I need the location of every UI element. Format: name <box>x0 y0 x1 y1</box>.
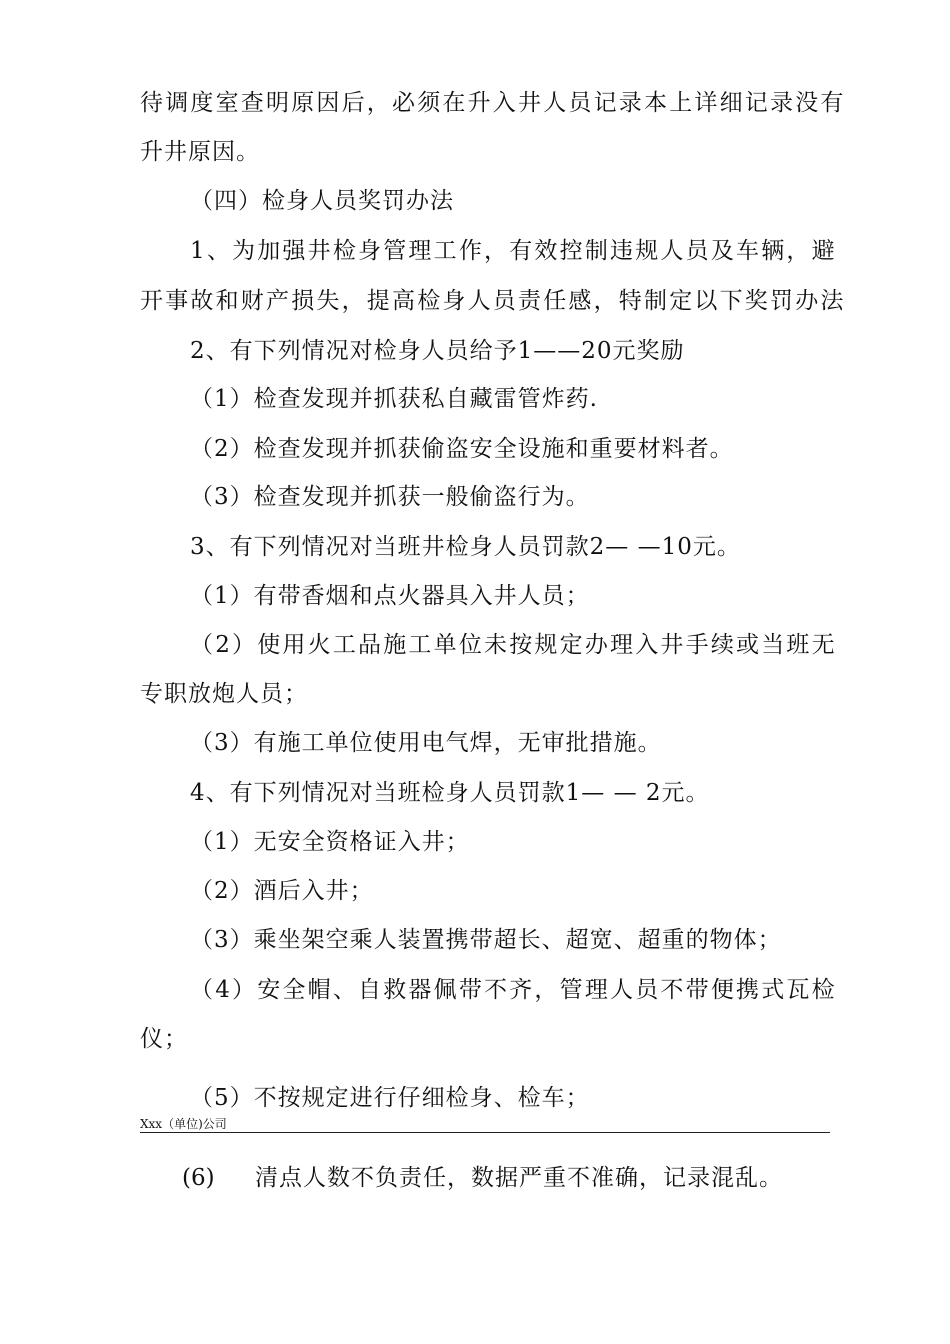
footer-company-label: Xxx（单位)公司 <box>140 1117 227 1131</box>
paragraph-line: 升井原因。 <box>140 139 260 165</box>
list-item: （2）使用火工品施工单位未按规定办理入井手续或当班无 <box>190 632 837 658</box>
list-item-text: 清点人数不负责任，数据严重不准确，记录混乱。 <box>255 1165 783 1191</box>
footer-divider <box>140 1132 830 1133</box>
paragraph-line: 开事故和财产损失，提高检身人员责任感，特制定以下奖罚办法 <box>140 288 846 314</box>
list-heading: 4、有下列情况对当班检身人员罚款1— — 2元。 <box>190 780 710 806</box>
paragraph-line: 待调度室查明原因后，必须在升入井人员记录本上详细记录没有 <box>140 90 846 116</box>
list-item: （5）不按规定进行仔细检身、检车； <box>190 1085 590 1111</box>
list-item: （4）安全帽、自救器佩带不齐，管理人员不带便携式瓦检 <box>190 977 837 1003</box>
list-heading: 3、有下列情况对当班井检身人员罚款2— —10元。 <box>190 534 741 560</box>
list-item: （2）酒后入井； <box>190 878 374 904</box>
list-item: （3）乘坐架空乘人装置携带超长、超宽、超重的物体； <box>190 927 782 953</box>
list-item-number: (6) <box>182 1165 215 1191</box>
list-item: （3）检查发现并抓获一般偷盗行为。 <box>190 484 590 510</box>
section-heading: （四）检身人员奖罚办法 <box>190 188 454 214</box>
list-item: （2）检查发现并抓获偷盗安全设施和重要材料者。 <box>190 436 734 462</box>
list-item: （1）检查发现并抓获私自藏雷管炸药. <box>190 386 598 412</box>
list-item: （1）有带香烟和点火器具入井人员； <box>190 583 590 609</box>
list-heading: 2、有下列情况对检身人员给予1——20元奖励 <box>190 338 685 364</box>
list-item: （1）无安全资格证入井； <box>190 829 470 855</box>
list-item-continuation: 专职放炮人员； <box>140 681 308 707</box>
paragraph-line: 1、为加强井检身管理工作，有效控制违规人员及车辆，避 <box>190 238 837 264</box>
list-item: （3）有施工单位使用电气焊，无审批措施。 <box>190 730 662 756</box>
list-item-continuation: 仪； <box>140 1026 188 1052</box>
